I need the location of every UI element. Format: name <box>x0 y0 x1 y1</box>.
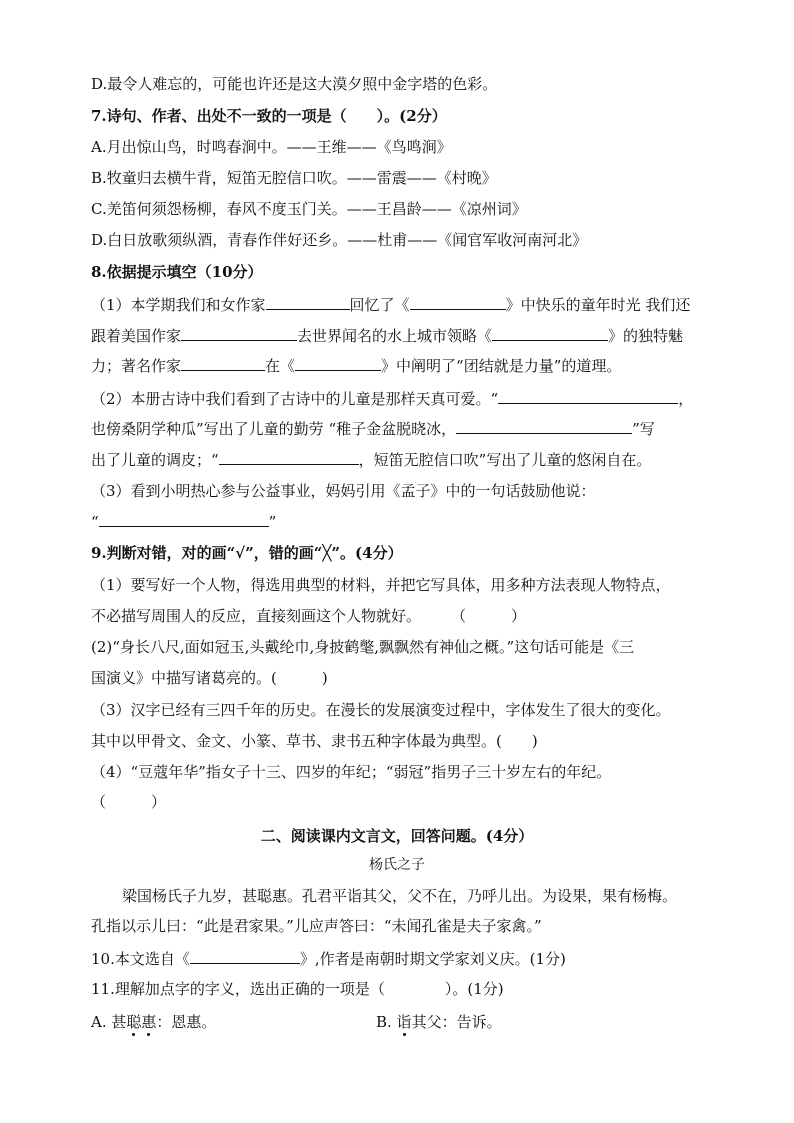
question-8: 8.依据提示填空（10分） <box>91 263 263 281</box>
q9-2-line-b: 国演义》中描写诸葛亮的。( ) <box>91 669 328 687</box>
answer-blank[interactable] <box>181 355 265 371</box>
text: 力；著名作家 <box>91 357 182 375</box>
q8-2-line-b <box>91 418 714 439</box>
q9-1-line-b: 不必描写周围人的反应，直接刻画这个人物就好。 （ ） <box>91 607 527 625</box>
q8-2-line-a <box>91 388 714 409</box>
q9-1-line-a: （1）要写好一个人物，得选用典型的材料，并把它写具体，用多种方法表现人物特点， <box>91 576 671 594</box>
answer-blank[interactable] <box>492 325 608 341</box>
text: （1）本学期我们和女作家 <box>91 296 266 314</box>
text: 出了儿童的调皮；“ <box>91 451 219 469</box>
q8-1-line-c <box>91 355 714 376</box>
q8-2-line-c <box>91 449 714 470</box>
q9-2-line-a: (2)“身长八尺,面如冠玉,头戴纶巾,身披鹤氅,飘飘然有神仙之概。”这句话可能是《三 <box>91 638 635 656</box>
text: A. 甚 <box>91 1013 127 1031</box>
text: 回忆了《 <box>349 296 410 314</box>
text: 10.本文选自《 <box>91 950 190 968</box>
answer-blank[interactable] <box>190 948 300 964</box>
q9-3-line-a: （3）汉字已经有三四千年的历史。在漫长的发展演变过程中，字体发生了很大的变化。 <box>91 701 671 719</box>
dotted-char: 诣 <box>396 1013 412 1031</box>
option-d-line: D.最令人难忘的，可能也许还是这大漠夕照中金字塔的色彩。 <box>91 75 498 93</box>
text: 其父：告诉。 <box>411 1013 502 1031</box>
text: 去世界闻名的水上城市领略《 <box>297 327 493 345</box>
answer-blank[interactable] <box>99 511 269 527</box>
text: 》中快乐的童年时光 我们还 <box>505 296 691 314</box>
q11-options <box>91 1012 714 1032</box>
text: ，短笛无腔信口吹”写出了儿童的悠闲自在。 <box>358 451 652 469</box>
answer-blank[interactable] <box>498 388 678 404</box>
q8-3-line-b <box>91 511 714 532</box>
text: B. <box>375 1013 397 1031</box>
passage-line-1: 梁国杨氏子九岁，甚聪惠。孔君平诣其父，父不在，乃呼儿出。为设果，果有杨梅。 <box>122 887 678 905</box>
q11-option-b <box>376 1013 502 1031</box>
passage-title: 杨氏之子 <box>369 857 425 873</box>
question-11: 11.理解加点字的字义，选出正确的一项是（ ）。(1分) <box>91 980 504 998</box>
text: 》的独特魅 <box>608 327 684 345</box>
dotted-char: 聪 <box>126 1013 142 1031</box>
text: 也傍桑阴学种瓜”写出了儿童的勤劳 “稚子金盆脱晓冰， <box>91 420 457 438</box>
q7-option-d: D.白日放歌须纵酒，青春作伴好还乡。——杜甫——《闻官军收河南河北》 <box>91 231 588 249</box>
answer-blank[interactable] <box>410 294 506 310</box>
section-2-heading: 二、阅读课内文言文，回答问题。(4分） <box>260 827 534 845</box>
text: 》,作者是南朝时期文学家刘义庆。(1分) <box>299 950 566 968</box>
text: ” <box>268 513 277 531</box>
q7-option-c: C.羌笛何须怨杨柳，春风不度玉门关。——王昌龄——《凉州词》 <box>91 200 527 218</box>
q7-option-b: B.牧童归去横牛背，短笛无腔信口吹。——雷震——《村晚》 <box>91 169 497 187</box>
q9-4-line-b: （ ） <box>91 793 167 811</box>
text: ”写 <box>632 420 655 438</box>
question-9: 9.判断对错，对的画“√”，错的画“╳”。(4分） <box>91 544 403 562</box>
answer-blank[interactable] <box>266 294 350 310</box>
text: 跟着美国作家 <box>91 327 182 345</box>
q8-1-line-b <box>91 325 714 346</box>
q9-4-line-a: （4）“豆蔻年华”指女子十三、四岁的年纪；“弱冠”指男子三十岁左右的年纪。 <box>91 763 612 781</box>
answer-blank[interactable] <box>181 325 297 341</box>
answer-blank[interactable] <box>295 355 381 371</box>
answer-blank[interactable] <box>456 418 632 434</box>
q8-1-line-a <box>91 294 714 315</box>
q11-option-a <box>91 1013 216 1031</box>
text: （2）本册古诗中我们看到了古诗中的儿童是那样天真可爱。“ <box>91 390 499 408</box>
dotted-char: 惠 <box>141 1013 157 1031</box>
text: ， <box>678 390 694 408</box>
question-7: 7.诗句、作者、出处不一致的一项是（ ）。(2分） <box>91 107 447 125</box>
q8-3-line-a: （3）看到小明热心参与公益事业，妈妈引用《孟子》中的一句话鼓励他说： <box>91 482 596 500</box>
q9-3-line-b: 其中以甲骨文、金文、小篆、草书、隶书五种字体最为典型。( ) <box>91 732 538 750</box>
text: 》中阐明了“团结就是力量”的道理。 <box>381 357 622 375</box>
q7-option-a: A.月出惊山鸟，时鸣春涧中。——王维——《鸟鸣涧》 <box>91 138 452 156</box>
text: ：恩惠。 <box>156 1013 217 1031</box>
text: 在《 <box>265 357 296 375</box>
answer-blank[interactable] <box>219 449 359 465</box>
text: “ <box>91 513 99 531</box>
question-10 <box>91 948 714 969</box>
passage-line-2: 孔指以示儿曰：“此是君家果。”儿应声答曰：“未闻孔雀是夫子家禽。” <box>91 917 542 935</box>
